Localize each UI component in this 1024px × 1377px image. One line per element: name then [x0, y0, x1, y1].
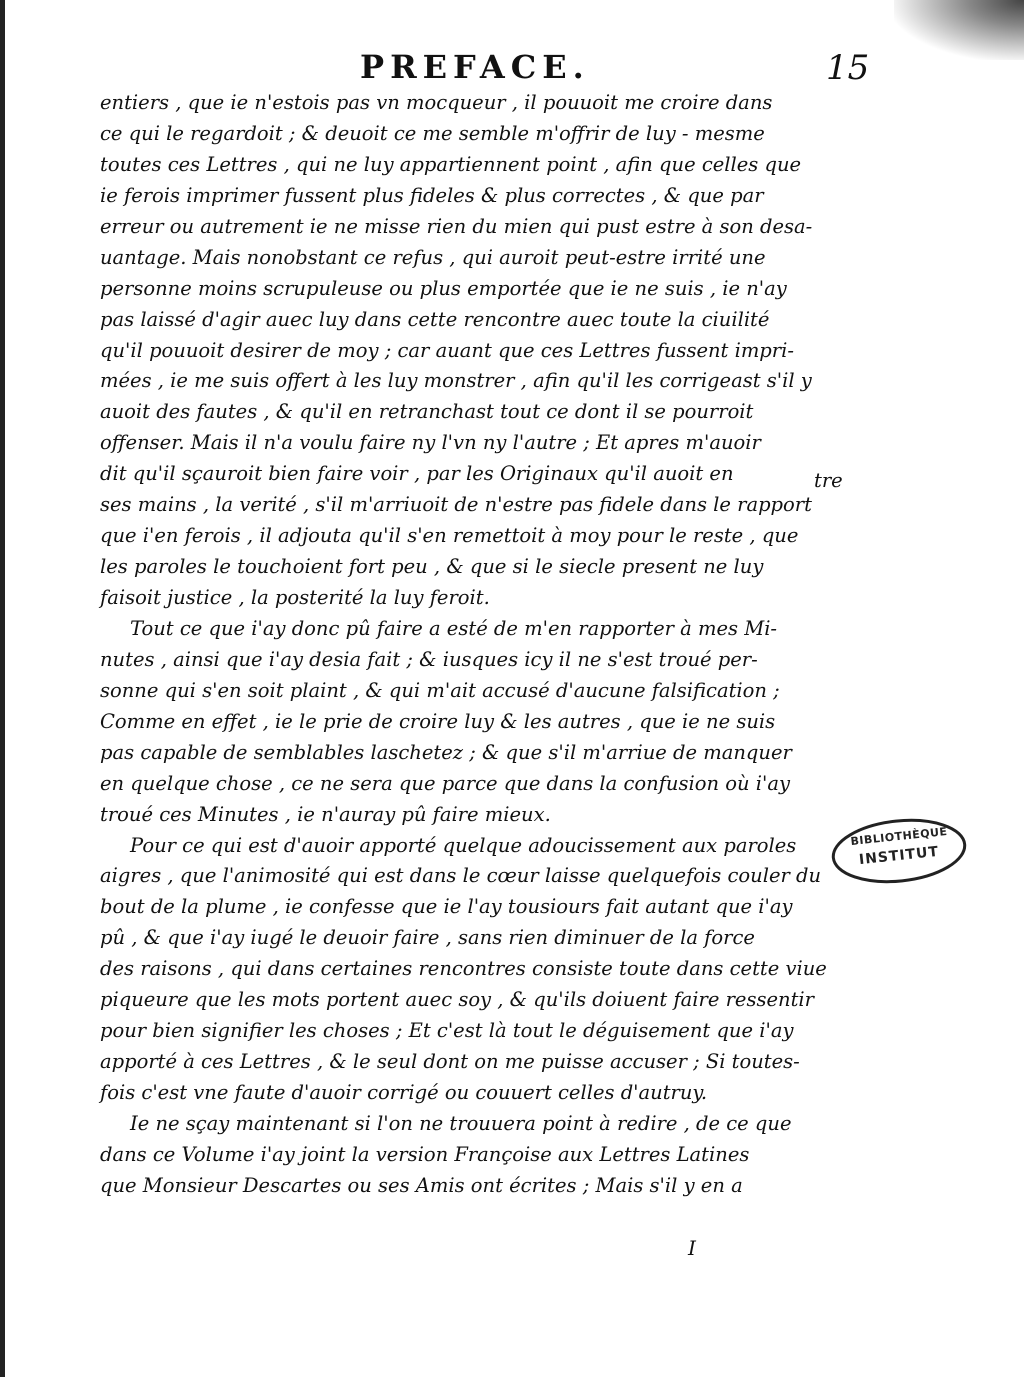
text-line: troué ces Minutes , ie n'auray pû faire mieux.: [100, 802, 551, 826]
text-line: pû , & que i'ay iugé le deuoir faire , sans rien diminuer de la force: [100, 926, 755, 950]
text-line: qu'il pouuoit desirer de moy ; car auant que ces Lettres fussent impri-: [100, 338, 794, 362]
text-line: mées , ie me suis offert à les luy monstrer , afin qu'il les corrigeast s'il y: [100, 369, 812, 393]
page-number: 15: [826, 48, 870, 88]
text-line: bout de la plume , ie confesse que ie l'ay tousiours fait autant que i'ay: [100, 895, 793, 919]
text-line: personne moins scrupuleuse ou plus emportée que ie ne suis , ie n'ay: [100, 276, 787, 300]
text-line: ie ferois imprimer fussent plus fideles & plus correctes , & que par: [100, 183, 764, 207]
text-line: faisoit justice , la posterité la luy feroit.: [100, 586, 490, 609]
text-line: toutes ces Lettres , qui ne luy appartiennent point , afin que celles que: [100, 152, 802, 176]
stamp-line-1: BIBLIOTHÈQUE: [849, 824, 949, 849]
text-line: des raisons , qui dans certaines rencontres consiste toute dans cette viue: [100, 957, 827, 981]
text-line: fois c'est vne faute d'auoir corrigé ou couuert celles d'autruy.: [100, 1081, 708, 1104]
text-line: Tout ce que i'ay donc pû faire a esté de m'en rapporter à mes Mi-: [130, 616, 778, 640]
text-line: uantage. Mais nonobstant ce refus , qui auroit peut-estre irrité une: [100, 245, 766, 269]
text-line: Comme en effet , ie le prie de croire luy & les autres , que ie ne suis: [100, 709, 776, 733]
text-line: pour bien signifier les choses ; Et c'est là tout le déguisement que i'ay: [100, 1019, 794, 1043]
running-title: PREFACE.: [360, 48, 590, 86]
text-line: erreur ou autrement ie ne misse rien du mien qui pust estre à son desa-: [100, 214, 813, 238]
text-line: nutes , ainsi que i'ay desia fait ; & iusques icy il ne s'est troué per-: [100, 647, 758, 671]
stamp-line-2: INSTITUT: [858, 843, 940, 869]
text-line: en quelque chose , ce ne sera que parce que dans la confusion où i'ay: [100, 771, 790, 795]
text-line: auoit des fautes , & qu'il en retranchast tout ce dont il se pourroit: [100, 400, 754, 424]
text-line: pas laissé d'agir auec luy dans cette rencontre auec toute la ciuilité: [100, 307, 770, 331]
text-line: ses mains , la verité , s'il m'arriuoit de n'estre pas fidele dans le rapport: [100, 493, 812, 517]
text-line: entiers , que ie n'estois pas vn mocqueur , il pouuoit me croire dans: [100, 91, 773, 114]
page-edge-shadow: [0, 0, 5, 1377]
text-line: Ie ne sçay maintenant si l'on ne trouuera point à redire , de ce que: [130, 1111, 792, 1135]
text-line: Pour ce qui est d'auoir apporté quelque adoucissement aux paroles: [130, 833, 797, 857]
running-head: [0, 48, 1024, 88]
body-text: [100, 88, 830, 1202]
text-line: que i'en ferois , il adjouta qu'il s'en remettoit à moy pour le reste , que: [100, 524, 799, 548]
text-line: pas capable de semblables laschetez ; & que s'il m'arriue de manquer: [100, 740, 792, 764]
text-line: apporté à ces Lettres , & le seul dont on me puisse accuser ; Si toutes-: [100, 1050, 800, 1074]
marginal-note: tre: [814, 469, 843, 492]
text-line: piqueure que les mots portent auec soy , & qu'ils doiuent faire ressentir: [100, 988, 814, 1012]
text-line: sonne qui s'en soit plaint , & qui m'ait accusé d'aucune falsification ;: [100, 678, 780, 702]
signature-mark: I: [688, 1236, 696, 1260]
text-line: ce qui le regardoit ; & deuoit ce me semble m'offrir de luy - mesme: [100, 121, 765, 145]
library-stamp: [830, 818, 968, 884]
text-line: dit qu'il sçauroit bien faire voir , par les Originaux qu'il auoit en: [100, 462, 734, 486]
text-line: les paroles le touchoient fort peu , & que si le siecle present ne luy: [100, 555, 764, 579]
text-line: aigres , que l'animosité qui est dans le cœur laisse quelquefois couler du: [100, 864, 822, 888]
text-line: que Monsieur Descartes ou ses Amis ont écrites ; Mais s'il y en a: [100, 1173, 743, 1197]
text-line: dans ce Volume i'ay joint la version Françoise aux Lettres Latines: [100, 1142, 750, 1166]
text-line: offenser. Mais il n'a voulu faire ny l'vn ny l'autre ; Et apres m'auoir: [100, 431, 761, 455]
